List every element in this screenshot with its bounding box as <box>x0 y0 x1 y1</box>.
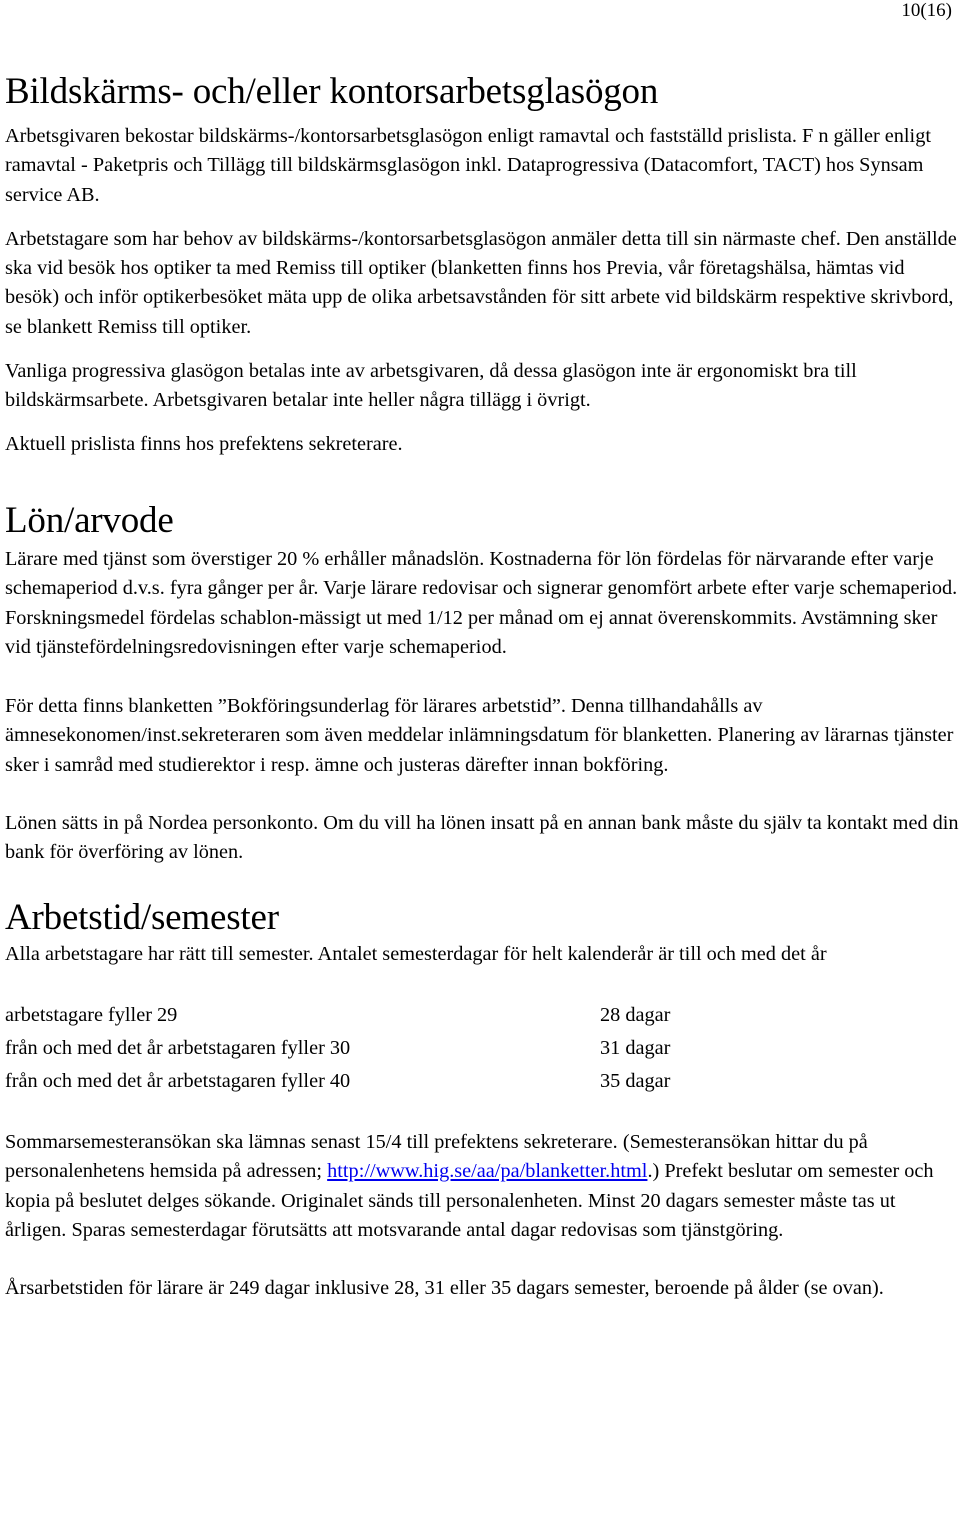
vacation-application-paragraph <box>5 1128 960 1245</box>
table-cell-label: arbetstagare fyller 29 <box>5 1003 178 1026</box>
page-number: 10(16) <box>901 0 952 21</box>
document-body <box>5 70 960 1303</box>
glasses-paragraph-1: Arbetsgivaren bekostar bildskärms-/kontorsarbetsglasögon enligt ramavtal och fastställd prislista. F n gäller enligt ramavtal - Paketpris och Tillägg till bildskärmsglasögon inkl. Dataprogressiva (Datacomfort, TACT) hos Synsam service AB. <box>5 125 931 206</box>
table-cell-days: 31 dagar <box>600 1036 671 1059</box>
table-cell-label: från och med det år arbetstagaren fyller 30 <box>5 1036 351 1059</box>
glasses-heading: Bildskärms- och/eller kontorsarbetsglasögon <box>5 71 659 112</box>
vacation-intro: Alla arbetstagare har rätt till semester. Antalet semesterdagar för helt kalenderår är till och med det år <box>5 942 827 965</box>
vacation-heading: Arbetstid/semester <box>5 896 279 938</box>
glasses-paragraph-4: Aktuell prislista finns hos prefektens sekreterare. <box>5 432 403 455</box>
vacation-days-table <box>5 999 670 1098</box>
salary-paragraph-3: Lönen sätts in på Nordea personkonto. Om du vill ha lönen insatt på en annan bank måste du själv ta kontakt med din bank för överföring av lönen. <box>5 812 959 864</box>
glasses-paragraph-2: Arbetstagare som har behov av bildskärms-/kontorsarbetsglasögon anmäler detta till sin närmaste chef. Den anställde ska vid besök hos optiker ta med Remiss till optiker (blanketten finns hos Previa, vår företagshälsa, hämtas vid besök) och inför optikerbesöket mäta upp de olika arbetsavstånden för sitt arbete vid bildskärm respektive skrivbord, se blankett Remiss till optiker. <box>5 227 957 338</box>
vacation-application-text-cont: .) Prefekt beslutar om semester och kopia på beslutet delges sökande. Originalet sänds till personalenheten. Minst 20 dagars semester måste tas ut årligen. Sparas semesterdagar förutsätts att motsvarande antal dagar redovisas som tjänstgöring. <box>5 1160 934 1241</box>
salary-heading: Lön/arvode <box>5 499 174 541</box>
salary-paragraph-2: För detta finns blanketten ”Bokföringsunderlag för lärares arbetstid”. Denna tillhandahålls av ämnesekonomen/inst.sekreteraren som även meddelar inlämningsdatum för blanketten. Planering av lärarnas tjänster sker i samråd med studierektor i resp. ämne och justeras därefter innan bokföring. <box>5 695 954 776</box>
table-row <box>5 999 670 1032</box>
table-cell-label: från och med det år arbetstagaren fyller 40 <box>5 1069 351 1092</box>
table-row <box>5 1032 670 1065</box>
annual-worktime-paragraph: Årsarbetstiden för lärare är 249 dagar inklusive 28, 31 eller 35 dagars semester, beroende på ålder (se ovan). <box>5 1277 884 1300</box>
table-cell-days: 35 dagar <box>600 1069 671 1092</box>
salary-paragraph-1: Lärare med tjänst som överstiger 20 % erhåller månadslön. Kostnaderna för lön fördelas för närvarande efter varje schemaperiod d.v.s. fyra gånger per år. Varje lärare redovisar och signerar genomfört arbete efter varje schemaperiod. Forskningsmedel fördelas schablon-mässigt ut med 1/12 per månad om ej annat överenskommits. Avstämning sker vid tjänstefördelningsredovisningen efter varje schemaperiod. <box>5 547 958 658</box>
blanketter-link[interactable]: http://www.hig.se/aa/pa/blanketter.html <box>327 1160 648 1183</box>
table-row <box>5 1065 670 1098</box>
vacation-application-text: Sommarsemesteransökan ska lämnas senast 15/4 till prefektens sekreterare. (Semesteransökan hittar du på personalenhetens hemsida på adressen; <box>5 1130 868 1183</box>
table-cell-days: 28 dagar <box>600 1003 671 1026</box>
glasses-paragraph-3: Vanliga progressiva glasögon betalas inte av arbetsgivaren, då dessa glasögon inte är ergonomiskt bra till bildskärmsarbete. Arbetsgivaren betalar inte heller några tillägg i övrigt. <box>5 360 857 412</box>
